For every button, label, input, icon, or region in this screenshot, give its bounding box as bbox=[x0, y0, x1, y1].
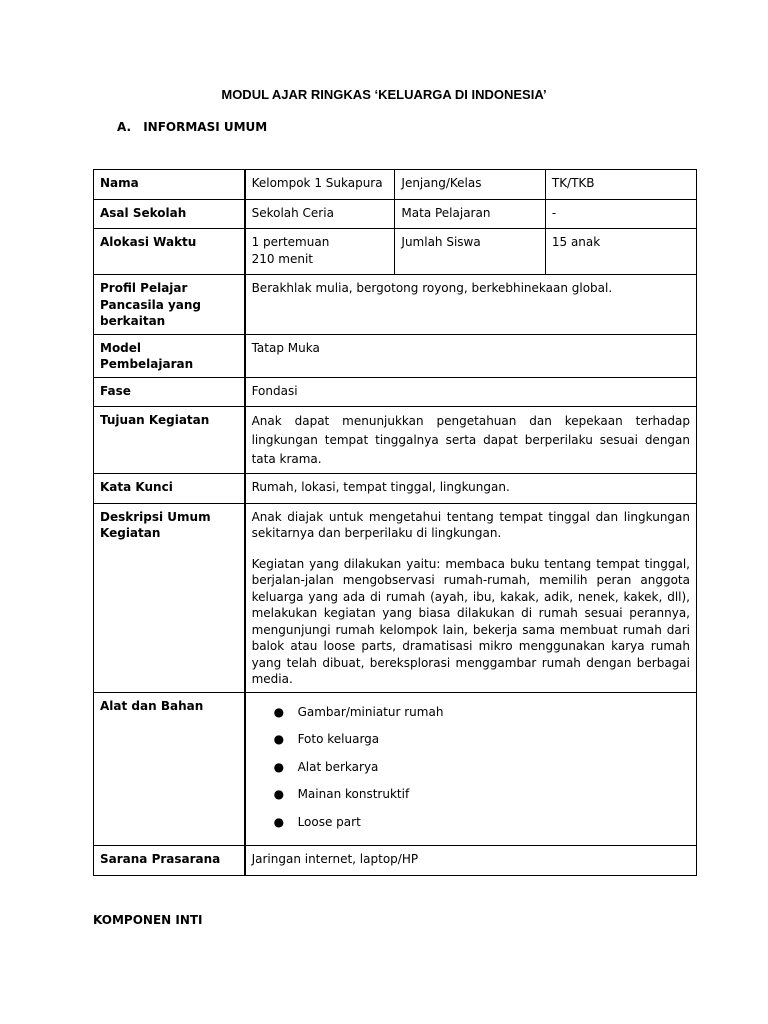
table-row bbox=[94, 406, 697, 473]
list-item: ● Loose part bbox=[273, 814, 361, 829]
info-table bbox=[93, 169, 697, 876]
value-profil-pelajar: Berakhlak mulia, bergotong royong, berkebhinekaan global. bbox=[245, 275, 697, 335]
value-alokasi-waktu bbox=[245, 229, 395, 275]
label-mata-pelajaran: Mata Pelajaran bbox=[395, 200, 545, 229]
value-tujuan-kegiatan: Anak dapat menunjukkan pengetahuan dan kepekaan terhadap lingkungan tempat tinggalnya serta dapat berperilaku sesuai dengan tata krama. bbox=[245, 406, 697, 473]
table-row bbox=[94, 473, 697, 503]
table-row bbox=[94, 229, 697, 275]
label-jenjang: Jenjang/Kelas bbox=[395, 170, 545, 200]
table-row bbox=[94, 334, 697, 377]
label-jumlah-siswa: Jumlah Siswa bbox=[395, 229, 545, 275]
bullet-icon: ● bbox=[273, 759, 285, 774]
value-deskripsi-umum bbox=[245, 503, 697, 692]
alokasi-line-2: 210 menit bbox=[251, 251, 314, 266]
value-fase: Fondasi bbox=[245, 377, 697, 406]
list-item: ● Foto keluarga bbox=[273, 732, 380, 746]
section-number: A. bbox=[117, 120, 132, 134]
value-jenjang: TK/TKB bbox=[545, 170, 696, 200]
table-row bbox=[94, 846, 697, 876]
list-item: ● Gambar/miniatur rumah bbox=[273, 704, 444, 719]
label-deskripsi-umum: Deskripsi Umum Kegiatan bbox=[94, 503, 245, 692]
label-tujuan-kegiatan: Tujuan Kegiatan bbox=[94, 406, 245, 473]
label-sarana-prasarana: Sarana Prasarana bbox=[94, 846, 245, 876]
bullet-icon: ● bbox=[273, 732, 285, 746]
table-row bbox=[94, 200, 697, 229]
label-nama: Nama bbox=[94, 170, 245, 200]
deskripsi-paragraph-1: Anak diajak untuk mengetahui tentang tempat tinggal dan lingkungan sekitarnya dan berperilaku di lingkungan. bbox=[251, 509, 690, 540]
table-row bbox=[94, 170, 697, 200]
value-nama: Kelompok 1 Sukapura bbox=[245, 170, 395, 200]
list-item: ● Alat berkarya bbox=[273, 759, 379, 774]
label-alokasi-waktu: Alokasi Waktu bbox=[94, 229, 245, 275]
deskripsi-paragraph-2: Kegiatan yang dilakukan yaitu: membaca buku tentang tempat tinggal, berjalan-jalan mengobservasi rumah-rumah, memilih peran anggota keluarga yang ada di rumah (ayah, ibu, kakak, adik, nenek, kakek, dll), melakukan kegiatan yang biasa dilakukan di rumah sesuai perannya, mengunjungi rumah kelompok lain, bekerja sama membuat rumah dari balok atau loose parts, dramatisasi mikro menggunakan karya rumah yang telah dibuat, bereksplorasi menggambar rumah dengan berbagai media. bbox=[251, 556, 690, 686]
alokasi-line-1: 1 pertemuan bbox=[251, 235, 330, 249]
value-asal-sekolah: Sekolah Ceria bbox=[245, 200, 395, 229]
alat-bahan-list bbox=[252, 704, 690, 842]
value-model-pembelajaran: Tatap Muka bbox=[245, 334, 697, 377]
value-kata-kunci: Rumah, lokasi, tempat tinggal, lingkungan. bbox=[245, 473, 697, 503]
table-row bbox=[94, 377, 697, 406]
bullet-icon: ● bbox=[273, 814, 285, 829]
label-kata-kunci: Kata Kunci bbox=[94, 473, 245, 503]
value-jumlah-siswa: 15 anak bbox=[545, 229, 696, 275]
value-alat-bahan bbox=[245, 692, 697, 846]
label-profil-pelajar: Profil Pelajar Pancasila yang berkaitan bbox=[94, 275, 245, 335]
table-row bbox=[94, 503, 697, 692]
table-row bbox=[94, 692, 697, 846]
list-item: ● Mainan konstruktif bbox=[273, 787, 410, 801]
label-fase: Fase bbox=[94, 377, 245, 406]
document-title: MODUL AJAR RINGKAS ‘KELUARGA DI INDONESIA’ bbox=[221, 87, 547, 102]
bullet-icon: ● bbox=[273, 704, 285, 719]
value-sarana-prasarana: Jaringan internet, laptop/HP bbox=[245, 846, 697, 876]
komponen-inti-heading: KOMPONEN INTI bbox=[93, 913, 203, 927]
label-asal-sekolah: Asal Sekolah bbox=[94, 200, 245, 229]
label-alat-bahan: Alat dan Bahan bbox=[94, 692, 245, 846]
label-model-pembelajaran: Model Pembelajaran bbox=[94, 334, 245, 377]
bullet-icon: ● bbox=[273, 787, 285, 801]
section-heading bbox=[117, 120, 267, 134]
section-label: INFORMASI UMUM bbox=[143, 120, 268, 134]
table-row bbox=[94, 275, 697, 335]
value-mata-pelajaran: - bbox=[545, 200, 696, 229]
